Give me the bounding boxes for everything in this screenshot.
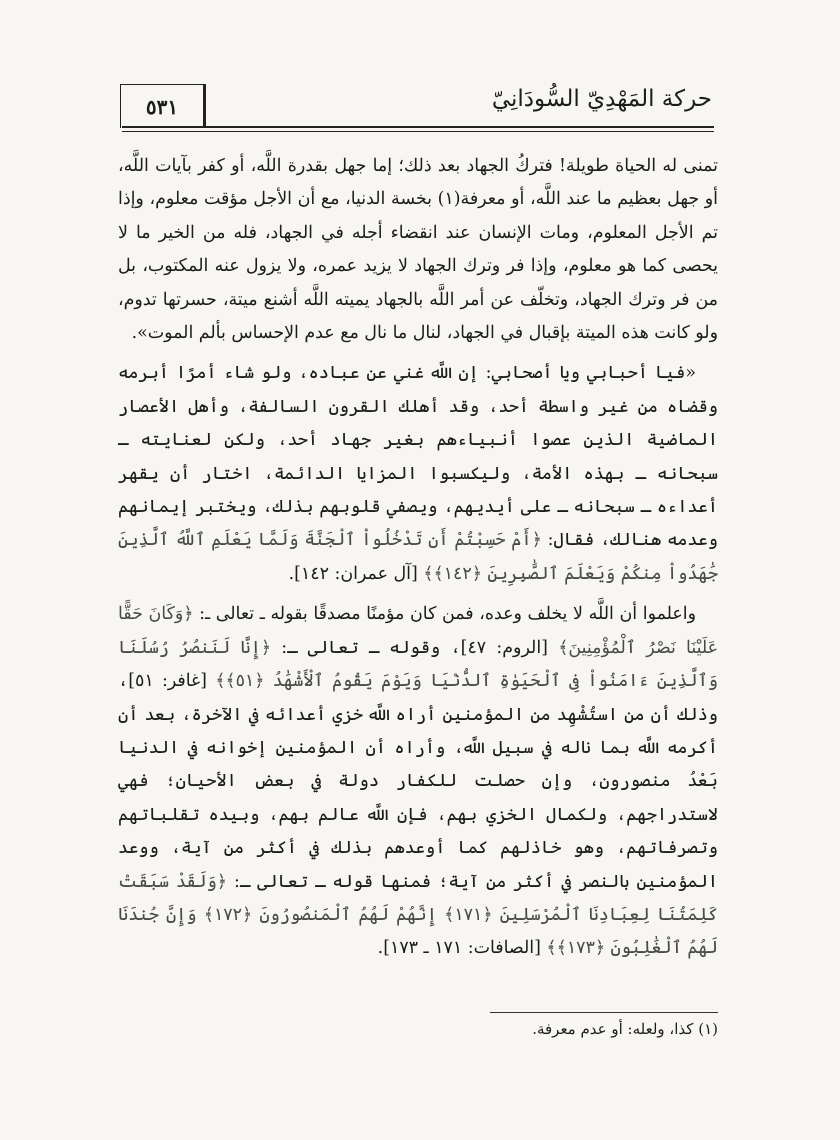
paragraph-2	[118, 357, 718, 591]
header-rule	[122, 126, 714, 128]
paragraph-3-text-a: واعلموا أن اللَّه لا يخلف وعده، فمن كان مؤمنًا مصدقًا بقوله ـ تعالى ـ:	[193, 604, 696, 625]
paragraph-3-text-c: [غافر: ٥١]، وذلك أن من استُشْهِد من المؤمنين أراه اللَّه خزي أعدائه في الآخرة، بعد أن أكرمه اللَّه بما ناله في سبيل اللَّه، وأراه أن المؤمنين إخوانه في الدنيا بَعْدُ منصورون، وإن حصلت للكفار دولة في بعض الأحيان؛ فهي لاستدراجهم، ولكمال الخزي بهم، فإن اللَّه عالم بهم، وبيده تقلباتهم وتصرفاتهم، وهو خاذلهم كما أوعدهم بذلك في أكثر من آية، ووعد المؤمنين بالنصر في أكثر من آية؛ فمنها قوله ـ تعالى ـ:	[118, 671, 718, 892]
quran-verse: ﴿إِنَّا لَنَنصُرُ رُسُلَنَا وَٱلَّذِينَ ءَامَنُواْ فِى ٱلْحَيَوٰةِ ٱلدُّنْيَا وَيَوْمَ يَقُومُ ٱلْأَشْهَٰدُ ﴿٥١﴾﴾	[118, 637, 718, 692]
footnote: (١) كذا، ولعله: أو عدم معرفة.	[532, 1020, 718, 1038]
paragraph-2-text: «فيا أحبابي ويا أصحابي: إن اللَّه غني عن عباده، ولو شاء أمرًا أبرمه وقضاه من غير واسطة أحد، وقد أهلك القرون السالفة، وأهل الأعصار الماضية الذين عصوا أنبياءهم بغير جهاد أحد، ولكن لعنايته ـ سبحانه ـ بهذه الأمة، وليكسبوا المزايا الدائمة، اختار أن يقهر أعداءه ـ سبحانه ـ على أيديهم، ويصفي قلوبهم بذلك، ويختبر إيمانهم وعدمه هنالك، فقال:	[118, 363, 718, 551]
quran-verse: ﴿وَلَقَدْ سَبَقَتْ كَلِمَتُنَا لِعِبَادِنَا ٱلْمُرْسَلِينَ ﴿١٧١﴾ إِنَّهُمْ لَهُمُ ٱلْمَنصُورُونَ ﴿١٧٢﴾ وَإِنَّ جُندَنَا لَهُمُ ٱلْغَٰلِبُونَ ﴿١٧٣﴾﴾	[118, 871, 718, 959]
quran-verse: ﴿أَمْ حَسِبْتُمْ أَن تَدْخُلُواْ ٱلْجَنَّةَ وَلَمَّا يَعْلَمِ ٱللَّهُ ٱلَّذِينَ جَٰهَدُواْ مِنكُمْ وَيَعْلَمَ ٱلصَّٰبِرِينَ ﴿١٤٢﴾﴾	[118, 530, 718, 584]
quran-verse: ﴿وَكَانَ حَقًّا عَلَيْنَا نَصْرُ ٱلْمُؤْمِنِينَ﴾	[118, 604, 718, 658]
paragraph-3	[118, 598, 718, 965]
body-text	[118, 150, 718, 973]
footnote-rule	[490, 1012, 718, 1013]
running-title: حركة المَهْدِيّ السُّودَانِيّ	[491, 86, 712, 112]
paragraph-3-text-d: [الصافات: ١٧١ ـ ١٧٣].	[377, 938, 547, 959]
paragraph-3-text-b: [الروم: ٤٧]، وقوله ـ تعالى ـ:	[271, 637, 559, 658]
page-number	[120, 84, 206, 128]
page-number-text: ٥٣١	[145, 94, 179, 119]
header-rule-thin	[122, 131, 714, 132]
verse-reference: [آل عمران: ١٤٢].	[288, 563, 424, 584]
paragraph-1: تمنى له الحياة طويلة! فتركُ الجهاد بعد ذلك؛ إما جهل بقدرة اللَّه، أو كفر بآيات اللَّه، أو جهل بعظيم ما عند اللَّه، أو معرفة(١) بخسة الدنيا، مع أن الأجل مؤقت معلوم، وإذا تم الأجل المعلوم، ومات الإنسان عند انقضاء أجله في الجهاد، فله من الخير ما لا يحصى كما هو معلوم، وإذا فر وترك الجهاد لا يزيد عمره، ولا يزول عنه المكتوب، بل من فر وترك الجهاد، وتخلّف عن أمر اللَّه بالجهاد يميته اللَّه أشنع ميتة، حسرتها تدوم، ولو كانت هذه الميتة بإقبال في الجهاد، لنال ما نال مع عدم الإحساس بألم الموت».	[118, 156, 718, 344]
